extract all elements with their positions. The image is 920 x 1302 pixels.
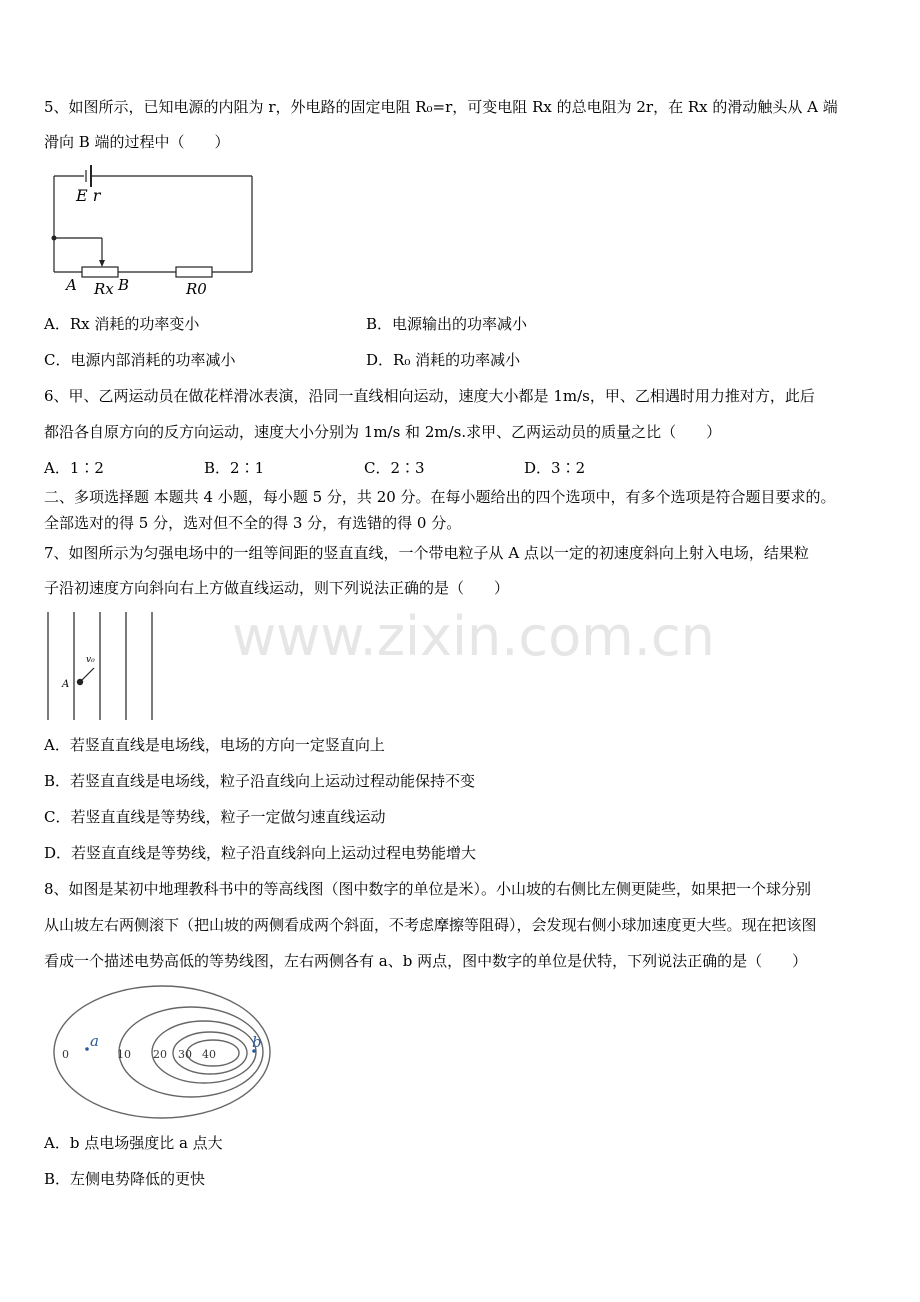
q8-contour-diagram: [50, 982, 276, 1122]
q8-stem-line1: 8、如图是某初中地理教科书中的等高线图（图中数字的单位是米）。小山坡的右侧比左侧更陡些，如果把一个球分别: [44, 880, 812, 898]
section2-heading-line1: 二、多项选择题 本题共 4 小题，每小题 5 分，共 20 分。在每小题给出的四个选项中，有多个选项是符合题目要求的。: [44, 488, 836, 506]
q7-field-lines-diagram: [44, 608, 164, 724]
q7-option-c: C．若竖直直线是等势线，粒子一定做匀速直线运动: [44, 808, 386, 826]
q5-option-d: D．R₀ 消耗的功率减小: [366, 351, 521, 369]
q6-option-c: C．2∶3: [364, 459, 425, 477]
watermark: www.zixin.com.cn: [232, 605, 715, 668]
q8-contour-label-20: 20: [153, 1048, 167, 1061]
q7-point-a-label: A: [62, 679, 70, 690]
q6-option-a: A．1∶2: [44, 459, 104, 477]
q5-label-r0: R0: [186, 280, 207, 298]
q5-stem-line2: 滑向 B 端的过程中（ ）: [44, 133, 230, 151]
q8-contour-label-10: 10: [117, 1048, 131, 1061]
q8-contour-label-30: 30: [178, 1048, 192, 1061]
q7-stem-line1: 7、如图所示为匀强电场中的一组等间距的竖直直线，一个带电粒子从 A 点以一定的初速度斜向上射入电场，结果粒: [44, 544, 809, 562]
q7-option-d: D．若竖直直线是等势线，粒子沿直线斜向上运动过程电势能增大: [44, 844, 477, 862]
q6-stem-line1: 6、甲、乙两运动员在做花样滑冰表演，沿同一直线相向运动，速度大小都是 1m/s，甲、乙相遇时用力推对方，此后: [44, 387, 815, 405]
q5-option-c: C．电源内部消耗的功率减小: [44, 351, 236, 369]
q6-stem-line2: 都沿各自原方向的反方向运动，速度大小分别为 1m/s 和 2m/s.求甲、乙两运动员的质量之比（ ）: [44, 423, 722, 441]
q7-option-b: B．若竖直直线是电场线，粒子沿直线向上运动过程动能保持不变: [44, 772, 476, 790]
q8-stem-line3: 看成一个描述电势高低的等势线图，左右两侧各有 a、b 两点，图中数字的单位是伏特，下列说法正确的是（ ）: [44, 952, 808, 970]
q5-option-b: B．电源输出的功率减小: [366, 315, 528, 333]
q8-option-b: B．左侧电势降低的更快: [44, 1170, 206, 1188]
q5-source-label: E r: [76, 186, 101, 205]
q5-label-b: B: [118, 276, 130, 294]
q7-stem-line2: 子沿初速度方向斜向右上方做直线运动，则下列说法正确的是（ ）: [44, 579, 510, 597]
q5-label-a: A: [66, 276, 77, 294]
section2-heading-line2: 全部选对的得 5 分，选对但不全的得 3 分，有选错的得 0 分。: [44, 514, 462, 532]
q5-stem-line1: 5、如图所示，已知电源的内阻为 r，外电路的固定电阻 R₀=r，可变电阻 Rx 的总电阻为 2r，在 Rx 的滑动触头从 A 端: [44, 98, 838, 116]
q7-option-a: A．若竖直直线是电场线，电场的方向一定竖直向上: [44, 736, 385, 754]
q8-stem-line2: 从山坡左右两侧滚下（把山坡的两侧看成两个斜面，不考虑摩擦等阻碍），会发现右侧小球加速度更大些。现在把该图: [44, 916, 817, 934]
q5-circuit-diagram: [44, 160, 264, 300]
q5-label-rx: Rx: [94, 280, 114, 298]
q6-option-d: D．3∶2: [524, 459, 586, 477]
q7-velocity-label: v₀: [86, 655, 95, 665]
q8-option-a: A．b 点电场强度比 a 点大: [44, 1134, 223, 1152]
q8-point-a-label: a: [90, 1032, 99, 1050]
q8-contour-label-40: 40: [202, 1048, 216, 1061]
q5-option-a: A．Rx 消耗的功率变小: [44, 315, 200, 333]
q6-option-b: B．2∶1: [204, 459, 265, 477]
q8-contour-label-0: 0: [62, 1048, 69, 1061]
q8-point-b-label: b: [252, 1033, 262, 1051]
